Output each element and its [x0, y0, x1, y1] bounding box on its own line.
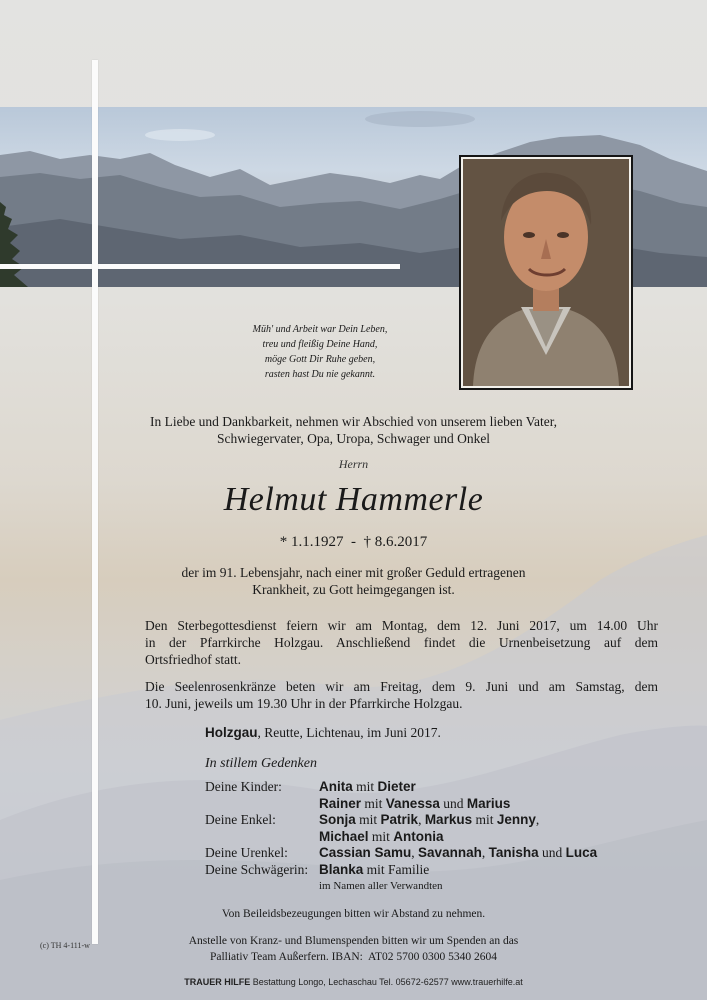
place-rest: , Reutte, Lichtenau, im Juni 2017. [257, 725, 441, 740]
mourner-name: Savannah [418, 845, 482, 861]
poem-line: rasten hast Du nie gekannt. [264, 369, 376, 380]
mourner-label: Deine Enkel: [205, 812, 276, 828]
poem-line: möge Gott Dir Ruhe geben, [264, 354, 376, 365]
rosary-line-1: Die Seelenrosenkränze beten wir am Freitag, dem 9. Juni und am Samstag, dem [145, 679, 658, 694]
mourner-name: Luca [565, 845, 598, 861]
mourner-name: Jenny [496, 812, 536, 828]
mourner-connector: mit [352, 779, 378, 794]
mourner-connector: mit [355, 812, 381, 828]
mourner-label: Deine Schwägerin: [205, 862, 309, 877]
mourner-connector: , [418, 812, 425, 828]
mourner-label: Deine Urenkel: [205, 845, 288, 861]
mourning-heading: In stillem Gedenken [205, 756, 317, 771]
mourner-connector: und [439, 795, 467, 811]
mourner-connector: mit [368, 828, 394, 844]
place-town: Holzgau [205, 725, 258, 740]
mourner-row [205, 861, 625, 878]
mourner-name: Anita [319, 779, 353, 794]
funeral-line-2: in der Pfarrkirche Holzgau. Anschließend findet die Urnenbeisetzung auf dem [145, 635, 658, 650]
mourner-row [205, 844, 625, 861]
footer-details: Bestattung Longo, Lechaschau Tel. 05672-62577 www.trauerhilfe.at [250, 977, 523, 987]
poem-line: treu und fleißig Deine Hand, [262, 339, 378, 350]
mourner-name: Tanisha [488, 845, 539, 861]
intro-line: In Liebe und Dankbarkeit, nehmen wir Abschied von unserem lieben Vater, [149, 414, 558, 429]
intro-line: Schwiegervater, Opa, Uropa, Schwager und Onkel [216, 431, 491, 446]
mourner-name: Cassian Samu [319, 845, 412, 861]
mourner-name: Rainer [319, 795, 362, 811]
donation-text [0, 933, 707, 965]
mourner-row [205, 795, 625, 812]
mourner-name: Vanessa [385, 795, 440, 811]
mourner-connector: , [481, 845, 489, 861]
mourner-name: Dieter [377, 779, 416, 794]
mourner-name: Blanka [319, 862, 364, 877]
footer-brand: TRAUER HILFE [184, 977, 251, 987]
mourner-name: Sonja [319, 812, 356, 828]
mourner-name: Marius [466, 795, 511, 811]
deceased-name: Helmut Hammerle [223, 481, 484, 518]
mourner-name: Markus [424, 812, 473, 828]
mourner-connector: und [538, 845, 566, 861]
rosary-line-2: 10. Juni, jeweils um 19.30 Uhr in der Pfarrkirche Holzgau. [145, 696, 463, 711]
age-text [0, 564, 707, 598]
cross-horizontal-bar [0, 264, 400, 269]
place-date [205, 724, 441, 741]
poem-line: Müh' und Arbeit war Dein Leben, [252, 324, 388, 335]
donation-line: Anstelle von Kranz- und Blumenspenden bitten wir um Spenden an das [188, 935, 519, 947]
mourner-label: Deine Kinder: [205, 779, 282, 794]
funeral-line-1: Den Sterbegottesdienst feiern wir am Montag, dem 12. Juni 2017, um 14.00 Uhr [145, 618, 658, 633]
mourner-connector: mit Familie [363, 862, 430, 877]
funeral-line-3: Ortsfriedhof statt. [145, 652, 241, 667]
memorial-poem [200, 322, 440, 382]
footer [0, 974, 707, 991]
mourner-name: Patrik [380, 812, 419, 828]
mourner-connector: mit [472, 812, 497, 828]
mourner-connector: , [411, 845, 419, 861]
intro-text [0, 413, 707, 447]
life-dates: * 1.1.1927 - † 8.6.2017 [279, 534, 428, 550]
mourner-row [205, 811, 625, 828]
mourner-row [205, 778, 625, 795]
condolence-note: Von Beileidsbezeugungen bitten wir Abstand zu nehmen. [221, 908, 486, 920]
portrait-photo [459, 155, 633, 390]
donation-line: Palliativ Team Außerfern. IBAN: AT02 5700 0300 5340 2604 [209, 951, 498, 963]
age-line: der im 91. Lebensjahr, nach einer mit großer Geduld ertragenen [181, 565, 526, 580]
mourner-name: Michael [319, 828, 369, 844]
relatives-note: im Namen aller Verwandten [319, 880, 443, 892]
age-line: Krankheit, zu Gott heimgegangen ist. [252, 582, 455, 597]
mourner-name: Antonia [393, 828, 444, 844]
mourner-connector: , [535, 812, 540, 828]
mourner-connector: mit [361, 795, 386, 811]
mourner-row [205, 828, 625, 845]
title-prefix: Herrn [338, 457, 369, 471]
document-code: (c) TH 4-111-w [40, 941, 90, 950]
